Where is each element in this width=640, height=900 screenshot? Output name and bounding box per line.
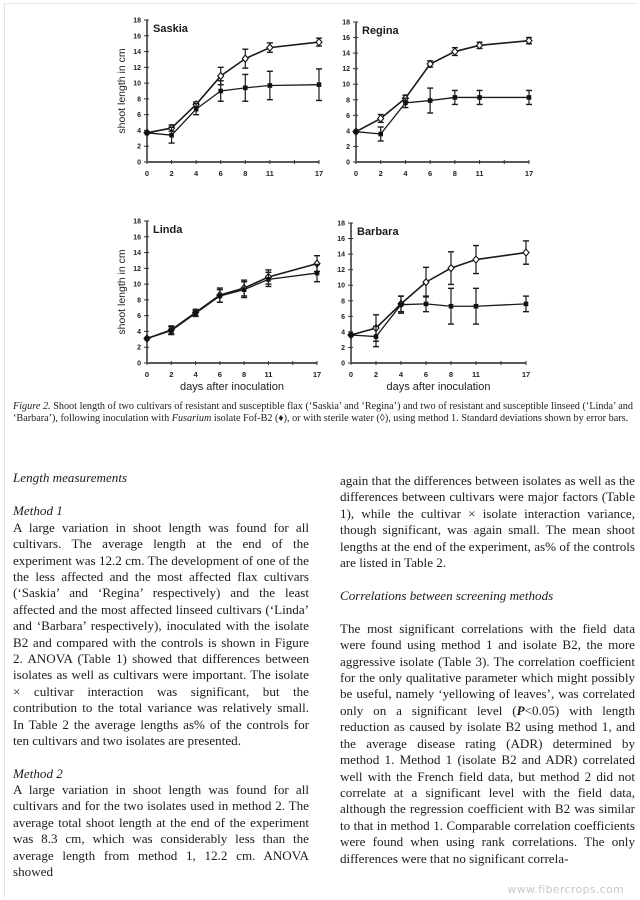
panel-title: Regina (362, 25, 399, 37)
y-tick-label: 10 (133, 281, 141, 289)
filled-square-marker (193, 311, 198, 316)
panel-title: Barbara (357, 226, 399, 238)
y-tick-label: 4 (137, 328, 141, 336)
x-tick-label: 17 (312, 370, 322, 379)
filled-square-marker (243, 86, 248, 91)
y-tick-label: 8 (346, 97, 350, 105)
chart-linda (116, 219, 321, 394)
filled-square-marker (218, 89, 223, 94)
filled-square-marker (453, 95, 458, 100)
section-heading-length-measurements: Length measurements (13, 470, 128, 485)
x-tick-label: 17 (524, 169, 534, 178)
x-tick-label: 0 (353, 169, 359, 178)
figure-2 (0, 0, 640, 395)
x-tick-label: 11 (265, 169, 274, 178)
y-tick-label: 8 (341, 298, 345, 306)
x-tick-label: 6 (217, 370, 222, 379)
x-tick-label: 2 (169, 370, 174, 379)
y-tick-label: 10 (337, 282, 345, 290)
y-tick-label: 6 (346, 112, 350, 120)
filled-square-marker (477, 95, 482, 100)
x-tick-label: 4 (193, 370, 198, 379)
x-tick-label: 17 (314, 169, 324, 178)
y-tick-label: 12 (133, 64, 141, 72)
filled-square-marker (449, 304, 454, 309)
y-tick-label: 4 (137, 127, 141, 135)
open-diamond-marker (523, 249, 529, 256)
y-tick-label: 16 (342, 35, 350, 43)
paragraph-correlations (340, 621, 635, 867)
y-tick-label: 12 (342, 66, 350, 74)
filled-square-marker (378, 132, 383, 137)
x-tick-label: 6 (218, 169, 223, 178)
y-tick-label: 18 (133, 17, 141, 25)
series-line (351, 304, 526, 337)
y-tick-label: 8 (137, 96, 141, 104)
filled-square-marker (474, 304, 479, 309)
x-tick-label: 4 (403, 169, 408, 178)
open-diamond-marker (473, 256, 479, 263)
y-tick-label: 18 (133, 218, 141, 226)
y-tick-label: 2 (346, 143, 350, 151)
caption-genus: Fusarium (171, 413, 212, 425)
y-tick-label: 2 (137, 344, 141, 352)
filled-square-marker (145, 336, 150, 341)
series-line (351, 253, 526, 335)
left-column (13, 470, 309, 880)
filled-square-marker (399, 302, 404, 307)
y-tick-label: 2 (341, 344, 345, 352)
watermark: www.fibercrops.com (507, 883, 624, 896)
p-value-symbol: P (516, 702, 525, 718)
x-tick-label: 6 (423, 370, 429, 379)
y-tick-label: 4 (346, 128, 350, 136)
x-tick-label: 0 (144, 370, 150, 379)
y-tick-label: 0 (137, 159, 141, 167)
y-tick-label: 6 (137, 313, 141, 321)
caption-text-2: isolate Fof-B2 (♦), or with sterile water (◊), using method 1. Standard deviations shown by error bars. (211, 413, 629, 425)
x-tick-label: 4 (398, 370, 404, 379)
filled-square-marker (317, 82, 322, 87)
x-tick-label: 0 (348, 370, 354, 379)
open-diamond-marker (316, 39, 322, 46)
y-tick-label: 2 (137, 143, 141, 151)
x-axis-label: days after inoculation (386, 381, 491, 393)
y-tick-label: 14 (337, 251, 345, 259)
y-axis-label: shoot length in cm (116, 48, 128, 134)
y-tick-label: 14 (133, 250, 141, 258)
x-tick-label: 8 (243, 169, 248, 178)
x-tick-label: 8 (452, 169, 457, 178)
y-tick-label: 0 (346, 159, 350, 167)
filled-square-marker (403, 101, 408, 106)
panel-title: Linda (153, 224, 183, 236)
y-tick-label: 14 (133, 49, 141, 57)
x-tick-label: 2 (169, 169, 174, 178)
y-tick-label: 16 (133, 234, 141, 242)
x-tick-label: 8 (448, 370, 454, 379)
y-tick-label: 0 (137, 360, 141, 368)
section-heading-correlations: Correlations between screening methods (340, 588, 554, 604)
subheading-method-2: Method 2 (13, 765, 63, 781)
filled-square-marker (524, 302, 529, 307)
filled-square-marker (218, 294, 223, 299)
y-tick-label: 4 (341, 329, 345, 337)
chart-saskia (116, 18, 323, 179)
y-tick-label: 6 (137, 112, 141, 120)
series-line (147, 42, 319, 133)
figure-label: Figure 2. (13, 401, 51, 412)
subheading-method-1: Method 1 (13, 503, 63, 519)
x-tick-label: 6 (428, 169, 433, 178)
right-column (340, 473, 635, 867)
y-tick-label: 10 (133, 80, 141, 88)
y-tick-label: 16 (133, 33, 141, 41)
paragraph-method-2-continued: again that the differences between isolates as well as the differences between cultivars were major factors (Table 1), while the cultivar × isolate interaction variance, though significant, was again small. The mean shoot lengths at the end of the experiment, as% of the controls are listed in Table 2. (340, 473, 635, 571)
figure-caption (13, 401, 633, 426)
y-tick-label: 12 (337, 267, 345, 275)
correlations-text-1: The most significant correlations with the field data were found using method 1 and isolate B2, the more aggressive isolate (Table 3). The correlation coefficient for the only qualitative parameter which might possibly be useful, namely ‘yellowing of leaves’, was correlated only on a significant level ( (340, 620, 635, 718)
filled-square-marker (374, 334, 379, 339)
filled-square-marker (266, 277, 271, 282)
filled-square-marker (194, 107, 199, 112)
filled-square-marker (349, 333, 354, 338)
paragraph-method-1: A large variation in shoot length was found for all cultivars. The average length at the end of the experiment was 12.2 cm. The development of one of the the less affected and the most affected flax cultivars (‘Saskia’ and ‘Regina’ respectively) and the least affected and the most affected linseed cultivars (‘Linda’ and ‘Barbara’ respectively), inoculated with the isolate B2 and compared with the controls is shown in Figure 2. ANOVA (Table 1) showed that differences between isolates as well as cultivars were important. The isolate × cultivar interaction was significant, but the contribution to the total variance was relatively small. In Table 2 the average lengths as% of the controls for ten cultivars and two isolates are presented. (13, 519, 309, 749)
filled-square-marker (145, 131, 150, 136)
x-tick-label: 4 (194, 169, 199, 178)
x-tick-label: 17 (521, 370, 531, 379)
y-tick-label: 12 (133, 265, 141, 273)
x-tick-label: 11 (472, 370, 480, 379)
y-tick-label: 14 (342, 50, 350, 58)
y-tick-label: 18 (342, 19, 350, 27)
filled-square-marker (315, 271, 320, 276)
paragraph-method-2: A large variation in shoot length was found for all cultivars and for the two isolates used in method 2. The average total shoot length at the end of the experiment was 8.3 cm, which was considerably less than the average length from method 1, 12.2 cm. ANOVA showed (13, 781, 309, 879)
filled-square-marker (424, 302, 429, 307)
y-tick-label: 8 (137, 297, 141, 305)
filled-square-marker (527, 95, 532, 100)
panel-title: Saskia (153, 23, 188, 35)
x-tick-label: 2 (378, 169, 383, 178)
x-tick-label: 11 (475, 169, 484, 178)
filled-square-marker (428, 98, 433, 103)
correlations-text-2: <0.05) with length reduction as caused by isolate B2 using method 1, and the average disease rating (ADR) determined by method 1. Method 1 (isolate B2 and ADR) correlated well with the French field data, but method 2 did not correlate at a significant level with the field data, although the regression coefficient with B2 was similar to that in method 1. Comparable correlation coefficients were found when using rank correlations. The only differences were that no significant correla- (340, 702, 635, 866)
x-tick-label: 2 (373, 370, 379, 379)
y-tick-label: 10 (342, 81, 350, 89)
filled-square-marker (169, 133, 174, 138)
open-diamond-marker (452, 48, 458, 55)
y-tick-label: 16 (337, 236, 345, 244)
y-tick-label: 0 (341, 360, 345, 368)
chart-barbara (337, 221, 530, 394)
x-tick-label: 8 (242, 370, 247, 379)
x-tick-label: 0 (144, 169, 150, 178)
figure-2-charts (0, 0, 640, 395)
filled-square-marker (242, 287, 247, 292)
y-tick-label: 6 (341, 313, 345, 321)
open-diamond-marker (267, 44, 273, 51)
filled-square-marker (268, 83, 273, 88)
open-diamond-marker (448, 265, 454, 272)
y-axis-label: shoot length in cm (116, 249, 128, 335)
filled-square-marker (354, 129, 359, 134)
caption-text-1: Shoot length of two cultivars of resistant and susceptible flax (‘Saskia’ and ‘Regina’) and two of resistant and susceptible linseed (‘Linda’ and ‘Barbara’), following inoculation with (13, 401, 633, 425)
x-axis-label: days after inoculation (180, 381, 284, 393)
filled-square-marker (169, 328, 174, 333)
chart-regina (342, 20, 533, 179)
y-tick-label: 18 (337, 220, 345, 228)
x-tick-label: 11 (264, 370, 273, 379)
